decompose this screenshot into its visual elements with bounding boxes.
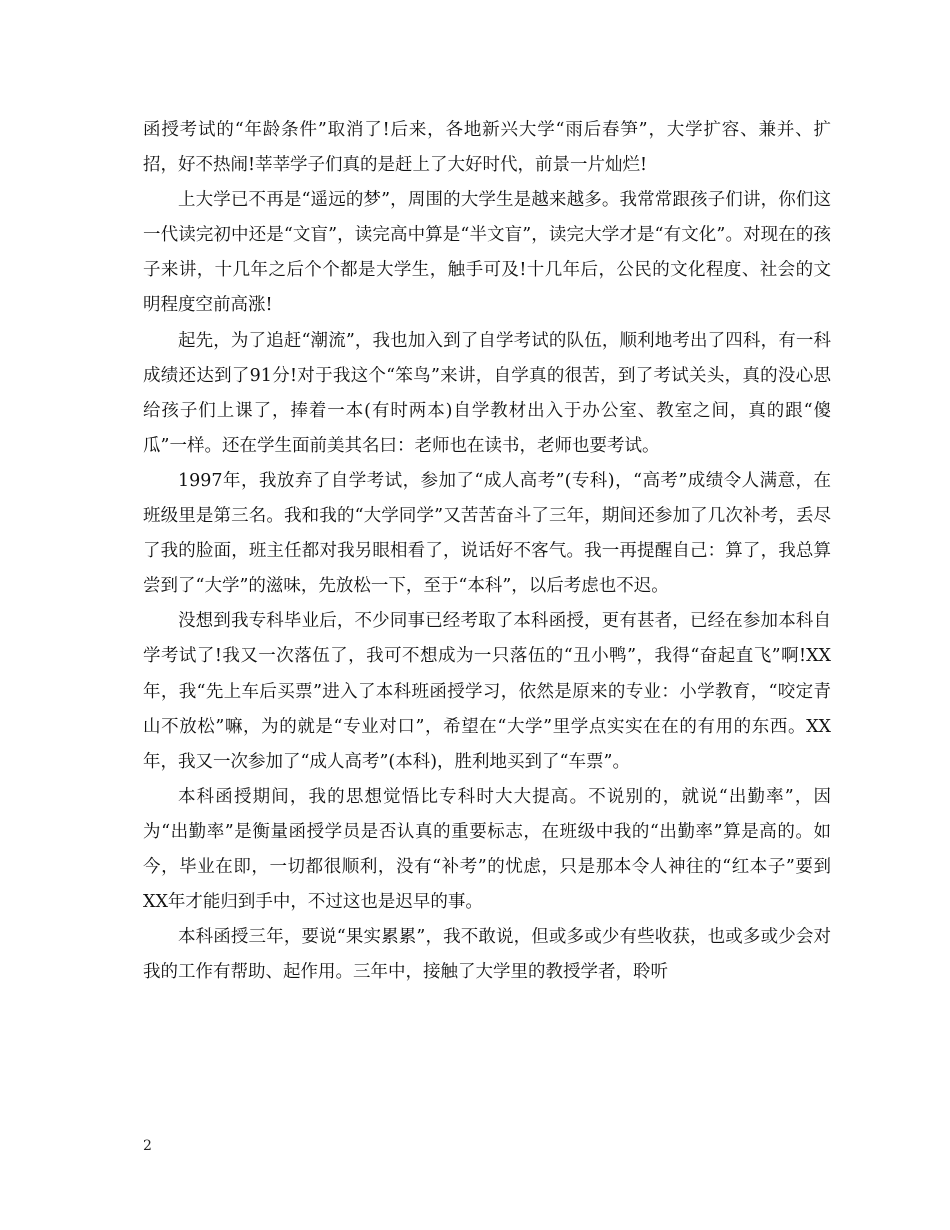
page-number: 2	[143, 1138, 152, 1154]
paragraph: 没想到我专科毕业后，不少同事已经考取了本科函授，更有甚者，已经在参加本科自学考试了!我又一次落伍了，我可不想成为一只落伍的“丑小鸭”，我得“奋起直飞”啊!XX年，我“先上车后买票”进入了本科班函授学习，依然是原来的专业：小学教育，“咬定青山不放松”嘛，为的就是“专业对口”，希望在“大学”里学点实实在在的有用的东西。XX年，我又一次参加了“成人高考”(本科)，胜利地买到了“车票”。	[143, 611, 831, 772]
paragraph: 本科函授三年，要说“果实累累”，我不敢说，但或多或少有些收获，也或多或少会对我的工作有帮助、起作用。三年中，接触了大学里的教授学者，聆听	[143, 927, 831, 983]
paragraph: 上大学已不再是“遥远的梦”，周围的大学生是越来越多。我常常跟孩子们讲，你们这一代读完初中还是“文盲”，读完高中算是“半文盲”，读完大学才是“有文化”。对现在的孩子来讲，十几年之后个个都是大学生，触手可及!十几年后，公民的文化程度、社会的文明程度空前高涨!	[143, 190, 831, 316]
paragraph: 1997年，我放弃了自学考试，参加了“成人高考”(专科)，“高考”成绩令人满意，在班级里是第三名。我和我的“大学同学”又苦苦奋斗了三年，期间还参加了几次补考，丢尽了我的脸面，班主任都对我另眼相看了，说话好不客气。我一再提醒自己：算了，我总算尝到了“大学”的滋味，先放松一下，至于“本科”，以后考虑也不迟。	[143, 470, 831, 597]
paragraph: 函授考试的“年龄条件”取消了!后来，各地新兴大学“雨后春笋”，大学扩容、兼并、扩招，好不热闹!莘莘学子们真的是赶上了大好时代，前景一片灿烂!	[143, 120, 831, 176]
paragraph: 本科函授期间，我的思想觉悟比专科时大大提高。不说别的，就说“出勤率”，因为“出勤率”是衡量函授学员是否认真的重要标志，在班级中我的“出勤率”算是高的。如今，毕业在即，一切都很顺利，没有“补考”的忧虑，只是那本令人神往的“红本子”要到XX年才能归到手中，不过这也是迟早的事。	[143, 786, 831, 913]
paragraph: 起先，为了追赶“潮流”，我也加入到了自学考试的队伍，顺利地考出了四科，有一科成绩还达到了91分!对于我这个“笨鸟”来讲，自学真的很苦，到了考试关头，真的没心思给孩子们上课了，捧着一本(有时两本)自学教材出入于办公室、教室之间，真的跟“傻瓜”一样。还在学生面前美其名曰：老师也在读书，老师也要考试。	[143, 330, 831, 456]
body-text	[143, 113, 831, 990]
